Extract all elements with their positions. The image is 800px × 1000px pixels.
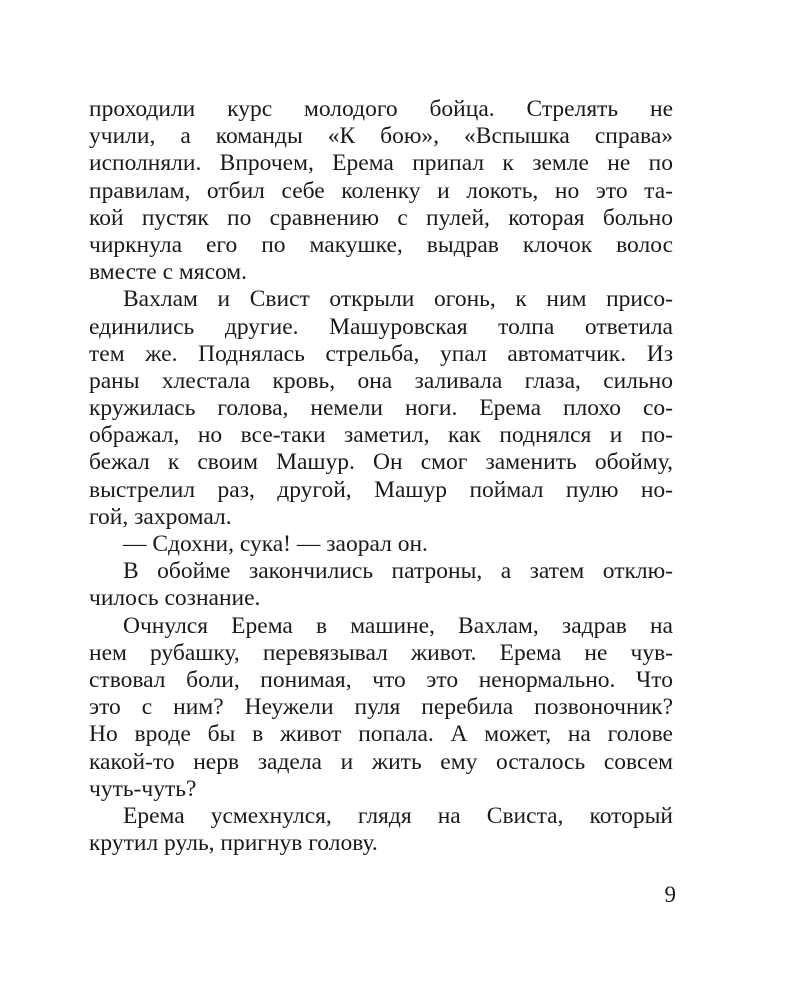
paragraph: [89, 613, 673, 803]
text-line: ствовал боли, понимая, что это ненормально. Что: [89, 666, 673, 693]
text-line: В обойме закончились патроны, а затем отклю-: [123, 558, 673, 585]
text-line: кой пустяк по сравнению с пулей, которая больно: [89, 204, 673, 231]
text-line: тем же. Поднялась стрельба, упал автоматчик. Из: [89, 340, 673, 367]
body-text: [89, 96, 673, 857]
paragraph: [89, 558, 673, 612]
text-line: учили, а команды «К бою», «Вспышка справа»: [89, 123, 673, 150]
text-line: правилам, отбил себе коленку и локоть, но это та-: [89, 177, 673, 204]
text-line: вместе с мясом.: [89, 259, 248, 286]
text-line: раны хлестала кровь, она заливала глаза, сильно: [89, 367, 673, 394]
text-line: Вахлам и Свист открыли огонь, к ним присо-: [123, 286, 673, 313]
text-line: крутил руль, пригнув голову.: [89, 830, 378, 857]
paragraph: [89, 96, 673, 286]
text-line: — Сдохни, сука! — заорал он.: [123, 531, 428, 557]
text-line: какой-то нерв задела и жить ему осталось совсем: [89, 748, 673, 775]
page-number: 9: [664, 882, 676, 907]
text-line: кружилась голова, немели ноги. Ерема плохо со-: [89, 395, 673, 422]
text-line: бежал к своим Машур. Он смог заменить обойму,: [89, 449, 673, 476]
text-line: чиркнула его по макушке, выдрав клочок волос: [89, 231, 673, 258]
text-line: Очнулся Ерема в машине, Вахлам, задрав на: [123, 612, 673, 639]
text-line: выстрелил раз, другой, Машур поймал пулю но-: [89, 476, 673, 503]
text-line: чилось сознание.: [89, 585, 261, 612]
text-line: единились другие. Машуровская толпа ответила: [89, 313, 673, 340]
paragraph: [89, 803, 673, 857]
text-line: это с ним? Неужели пуля перебила позвоночник?: [89, 694, 673, 721]
text-line: проходили курс молодого бойца. Стрелять не: [89, 96, 673, 122]
paragraph: [89, 531, 673, 558]
text-line: нем рубашку, перевязывал живот. Ерема не чув-: [89, 639, 673, 666]
text-line: Ерема усмехнулся, глядя на Свиста, который: [123, 802, 673, 829]
paragraph: [89, 286, 673, 531]
text-line: гой, захромал.: [89, 503, 232, 530]
text-line: чуть-чуть?: [89, 775, 197, 802]
text-line: исполняли. Впрочем, Ерема припал к земле не по: [89, 150, 673, 177]
text-line: ображал, но все-таки заметил, как поднялся и по-: [89, 422, 673, 449]
text-line: Но вроде бы в живот попала. А может, на голове: [89, 721, 673, 748]
